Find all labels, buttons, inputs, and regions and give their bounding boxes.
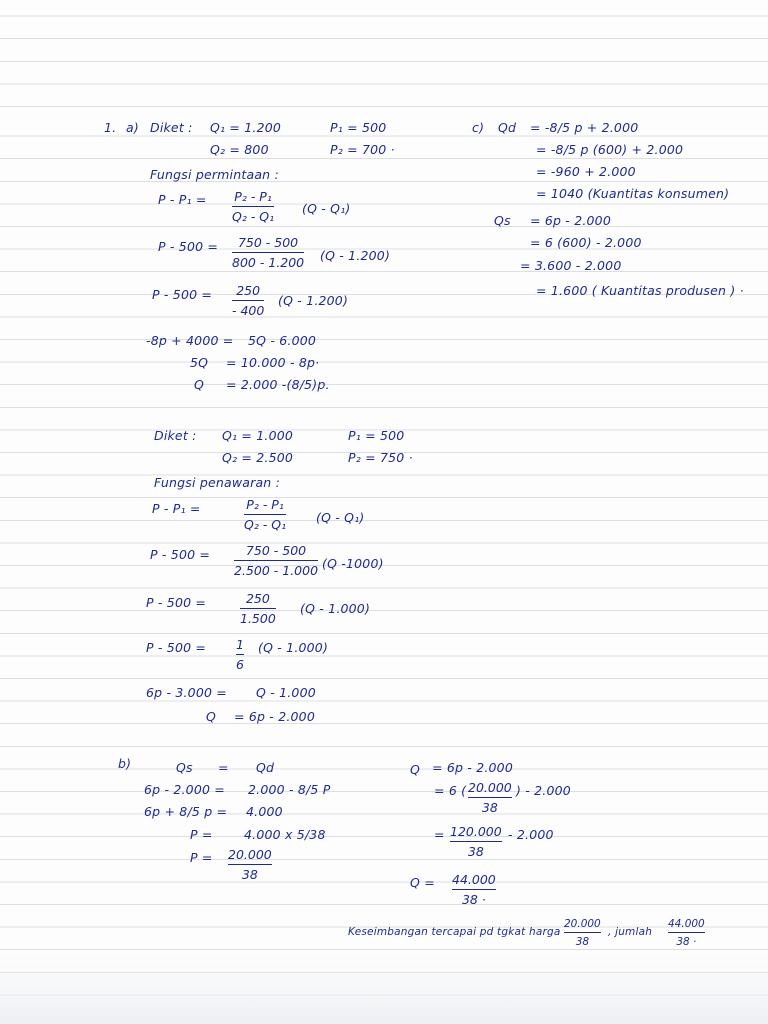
numerator: 44.000 bbox=[452, 872, 496, 887]
numerator: 20.000 bbox=[564, 918, 601, 930]
supply-p1: P₁ = 500 bbox=[348, 428, 405, 443]
numerator: 750 - 500 bbox=[237, 235, 299, 250]
demand-p1: P₁ = 500 bbox=[330, 120, 387, 135]
qd-line-1: = -8/5 p + 2.000 bbox=[530, 120, 639, 135]
numerator: 750 - 500 bbox=[245, 543, 307, 558]
demand-step2-lhs: P - 500 = bbox=[152, 287, 213, 302]
denominator: 38 bbox=[481, 800, 498, 815]
qd-line-2: = -8/5 p (600) + 2.000 bbox=[536, 142, 684, 157]
supply-step3-fraction bbox=[236, 638, 244, 672]
demand-formula-fraction bbox=[232, 190, 274, 224]
eq5-lhs: P = bbox=[190, 850, 213, 865]
denominator: - 400 bbox=[232, 303, 265, 318]
qs-label: Qs bbox=[494, 213, 511, 228]
denominator: Q₂ - Q₁ bbox=[244, 517, 287, 532]
numerator: 250 bbox=[245, 591, 270, 606]
denominator: 38 bbox=[241, 867, 258, 882]
eq1-rhs: Qd bbox=[256, 760, 275, 775]
numerator: 44.000 bbox=[668, 918, 705, 930]
q-line-1: = 6p - 2.000 bbox=[432, 760, 513, 775]
fraction-bar bbox=[236, 654, 244, 655]
demand-p2: P₂ = 700 · bbox=[330, 142, 395, 157]
supply-step4-rhs: Q - 1.000 bbox=[256, 685, 316, 700]
demand-diket-label: Diket : bbox=[150, 120, 193, 135]
supply-formula-rhs: (Q - Q₁) bbox=[316, 510, 365, 525]
fraction-bar bbox=[452, 889, 496, 890]
demand-step1-lhs: P - 500 = bbox=[158, 239, 219, 254]
fraction-bar bbox=[240, 608, 276, 609]
q-label: Q bbox=[410, 762, 421, 777]
eq1-lhs: Qs bbox=[176, 760, 193, 775]
denominator: 1.500 bbox=[240, 611, 276, 626]
q-line-3-post: - 2.000 bbox=[508, 827, 554, 842]
demand-step4-lhs: 5Q bbox=[190, 355, 209, 370]
qd-line-4: = 1040 (Kuantitas konsumen) bbox=[536, 186, 730, 201]
eq4-lhs: P = bbox=[190, 827, 213, 842]
qs-line-1: = 6p - 2.000 bbox=[530, 213, 611, 228]
demand-formula-lhs: P - P₁ = bbox=[158, 192, 207, 207]
q-final-fraction bbox=[452, 873, 496, 907]
supply-formula-lhs: P - P₁ = bbox=[152, 501, 201, 516]
supply-step5-rhs: = 6p - 2.000 bbox=[234, 709, 315, 724]
supply-function-heading: Fungsi penawaran : bbox=[154, 475, 281, 490]
numerator: P₂ - P₁ bbox=[234, 189, 272, 204]
eq4-rhs: 4.000 x 5/38 bbox=[244, 827, 326, 842]
fraction-bar bbox=[244, 514, 286, 515]
demand-q2: Q₂ = 800 bbox=[210, 142, 269, 157]
eq2-lhs: 6p - 2.000 = bbox=[144, 782, 225, 797]
eq2-rhs: 2.000 - 8/5 P bbox=[248, 782, 331, 797]
denominator: Q₂ - Q₁ bbox=[232, 209, 275, 224]
demand-step5-rhs: = 2.000 -(8/5)p. bbox=[226, 377, 330, 392]
fraction-bar bbox=[668, 932, 705, 933]
demand-step2-fraction bbox=[232, 284, 264, 318]
fraction-bar bbox=[450, 841, 502, 842]
denominator: 38 bbox=[467, 844, 484, 859]
supply-q2: Q₂ = 2.500 bbox=[222, 450, 294, 465]
eq1-mid: = bbox=[218, 760, 229, 775]
fraction-bar bbox=[228, 864, 272, 865]
demand-step2-rhs: (Q - 1.200) bbox=[278, 293, 349, 308]
fraction-bar bbox=[232, 252, 304, 253]
denominator: 38 · bbox=[461, 892, 486, 907]
supply-step1-rhs: (Q -1000) bbox=[322, 556, 384, 571]
demand-q1: Q₁ = 1.200 bbox=[210, 120, 282, 135]
numerator: 250 bbox=[236, 283, 261, 298]
supply-p2: P₂ = 750 · bbox=[348, 450, 413, 465]
denominator: 800 - 1.200 bbox=[232, 255, 305, 270]
qs-line-4: = 1.600 ( Kuantitas produsen ) · bbox=[536, 283, 744, 298]
supply-step3-rhs: (Q - 1.000) bbox=[258, 640, 329, 655]
supply-diket-label: Diket : bbox=[154, 428, 197, 443]
qd-label: Qd bbox=[498, 120, 517, 135]
q-line-3-pre: = bbox=[434, 827, 445, 842]
denominator: 2.500 - 1.000 bbox=[234, 563, 319, 578]
demand-step1-rhs: (Q - 1.200) bbox=[320, 248, 391, 263]
supply-formula-fraction bbox=[244, 498, 286, 532]
q-line-2-post: ) - 2.000 bbox=[516, 783, 571, 798]
numerator: P₂ - P₁ bbox=[246, 497, 284, 512]
fraction-bar bbox=[234, 560, 318, 561]
eq5-fraction bbox=[228, 848, 272, 882]
qs-line-2: = 6 (600) - 2.000 bbox=[530, 235, 642, 250]
q-final-lhs: Q = bbox=[410, 875, 435, 890]
conclusion-qty-text: , jumlah bbox=[608, 926, 653, 938]
eq3-rhs: 4.000 bbox=[246, 804, 283, 819]
part-c-letter: c) bbox=[472, 120, 485, 135]
demand-step3-rhs: 5Q - 6.000 bbox=[248, 333, 317, 348]
conclusion-price-fraction bbox=[564, 918, 601, 948]
q-line-2-pre: = 6 ( bbox=[434, 783, 467, 798]
part-b-letter: b) bbox=[118, 756, 132, 771]
supply-step5-lhs: Q bbox=[206, 709, 217, 724]
supply-q1: Q₁ = 1.000 bbox=[222, 428, 294, 443]
supply-step2-fraction bbox=[240, 592, 276, 626]
supply-step2-rhs: (Q - 1.000) bbox=[300, 601, 371, 616]
fraction-bar bbox=[564, 932, 601, 933]
conclusion-qty-fraction bbox=[668, 918, 705, 948]
part-a-letter: a) bbox=[126, 120, 139, 135]
supply-step4-lhs: 6p - 3.000 = bbox=[146, 685, 227, 700]
demand-step3-lhs: -8p + 4000 = bbox=[146, 333, 234, 348]
numerator: 120.000 bbox=[450, 824, 502, 839]
q-line-2-fraction bbox=[468, 781, 512, 815]
eq3-lhs: 6p + 8/5 p = bbox=[144, 804, 228, 819]
denominator: 38 bbox=[575, 936, 590, 948]
demand-step4-rhs: = 10.000 - 8p· bbox=[226, 355, 320, 370]
numerator: 1 bbox=[236, 637, 244, 652]
supply-step2-lhs: P - 500 = bbox=[146, 595, 207, 610]
demand-step1-fraction bbox=[232, 236, 304, 270]
qd-line-3: = -960 + 2.000 bbox=[536, 164, 636, 179]
conclusion-text: Keseimbangan tercapai pd tgkat harga bbox=[348, 926, 561, 938]
demand-function-heading: Fungsi permintaan : bbox=[150, 167, 279, 182]
qs-line-3: = 3.600 - 2.000 bbox=[520, 258, 622, 273]
denominator: 38 · bbox=[676, 936, 697, 948]
q-line-3-fraction bbox=[450, 825, 502, 859]
fraction-bar bbox=[232, 300, 264, 301]
supply-step3-lhs: P - 500 = bbox=[146, 640, 207, 655]
numerator: 20.000 bbox=[228, 847, 272, 862]
supply-step1-fraction bbox=[234, 544, 318, 578]
numerator: 20.000 bbox=[468, 780, 512, 795]
fraction-bar bbox=[468, 797, 512, 798]
supply-step1-lhs: P - 500 = bbox=[150, 547, 211, 562]
fraction-bar bbox=[232, 206, 274, 207]
denominator: 6 bbox=[236, 657, 244, 672]
problem-number: 1. bbox=[104, 120, 117, 135]
demand-formula-rhs: (Q - Q₁) bbox=[302, 201, 351, 216]
demand-step5-lhs: Q bbox=[194, 377, 205, 392]
